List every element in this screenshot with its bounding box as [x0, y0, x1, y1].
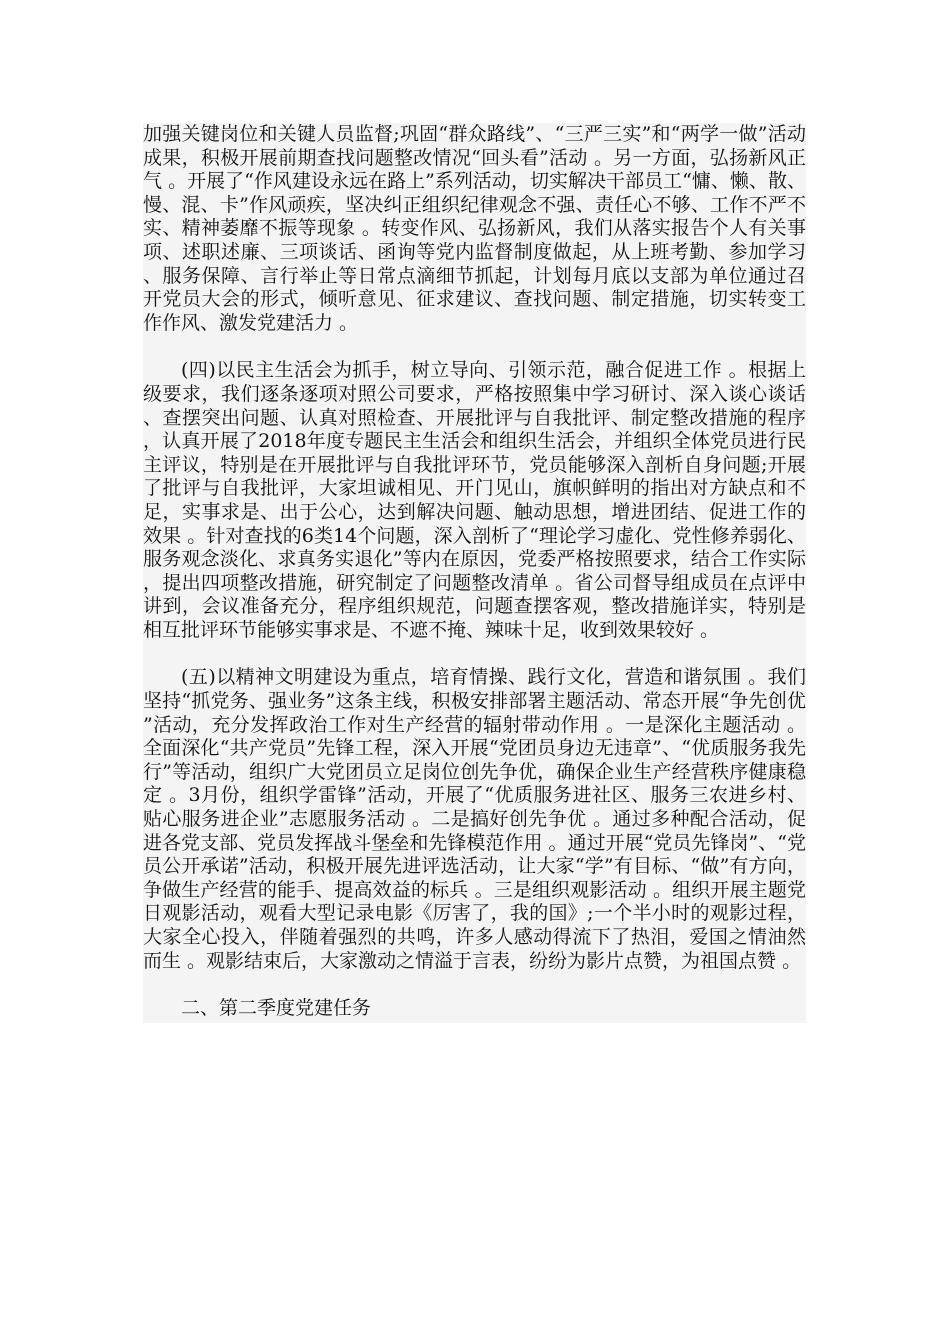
- paragraph-gap: [143, 335, 806, 359]
- paragraph-democratic-life-meeting: (四)以民主生活会为抓手，树立导向、引领示范，融合促进工作 。根据上级要求，我们逐条逐项对照公司要求，严格按照集中学习研讨、深入谈心谈话、查摆突出问题、认真对照检查、开展批评与自我批评、制定整改措施的程序，认真开展了2018年度专题民主生活会和组织生活会，并组织全体党员进行民主评议，特别是在开展批评与自我批评环节，党员能够深入剖析自身问题;开展了批评与自我批评，大家坦诚相见、开门见山，旗帜鲜明的指出对方缺点和不足，实事求是、出于公心，达到解决问题、触动思想，增进团结、促进工作的效果 。针对查找的6类14个问题，深入剖析了“理论学习虚化、党性修养弱化、服务观念淡化、求真务实退化”等内在原因，党委严格按照要求，结合工作实际，提出四项整改措施，研究制定了问题整改清单 。省公司督导组成员在点评中讲到，会议准备充分，程序组织规范，问题查摆客观，整改措施详实，特别是相互批评环节能够实事求是、不遮不掩、辣味十足，收到效果较好 。: [143, 359, 806, 641]
- section-heading-second-quarter: 二、第二季度党建任务: [181, 997, 372, 1020]
- paragraph-gap: [143, 973, 806, 997]
- paragraph-supervision: 加强关键岗位和关键人员监督;巩固“群众路线”、“三严三实”和“两学一做”活动成果，积极开展前期查找问题整改情况“回头看”活动 。另一方面，弘扬新风正气 。开展了“作风建设永远在路上”系列活动，切实解决干部员工“慵、懒、散、慢、混、卡”作风顽疾，坚决纠正组织纪律观念不强、责任心不够、工作不严不实、精神萎靡不振等现象 。转变作风、弘扬新风，我们从落实报告个人有关事项、述职述廉、三项谈话、函询等党内监督制度做起，从上班考勤、参加学习、服务保障、言行举止等日常点滴细节抓起，计划每月底以支部为单位通过召开党员大会的形式，倾听意见、征求建议、查找问题、制定措施，切实转变工作作风、激发党建活力 。: [143, 123, 806, 334]
- document-body: [143, 123, 806, 1023]
- paragraph-gap: [143, 642, 806, 666]
- paragraph-spiritual-civilization: (五)以精神文明建设为重点，培育情操、践行文化，营造和谐氛围 。我们坚持“抓党务、强业务”这条主线，积极安排部署主题活动、常态开展“争先创优”活动，充分发挥政治工作对生产经营的辐射带动作用 。一是深化主题活动 。全面深化“共产党员”先锋工程，深入开展“党团员身边无违章”、“优质服务我先行”等活动，组织广大党团员立足岗位创先争优，确保企业生产经营秩序健康稳定 。3月份，组织学雷锋”活动，开展了“优质服务进社区、服务三农进乡村、贴心服务进企业”志愿服务活动 。二是搞好创先争优 。通过多种配合活动，促进各党支部、党员发挥战斗堡垒和先锋模范作用 。通过开展“党员先锋岗”、“党员公开承诺”活动，积极开展先进评选活动，让大家“学”有目标、“做”有方向，争做生产经营的能手、提高效益的标兵 。三是组织观影活动 。组织开展主题党日观影活动，观看大型记录电影《厉害了，我的国》;一个半小时的观影过程，大家全心投入，伴随着强烈的共鸣，许多人感动得流下了热泪，爱国之情油然而生 。观影结束后，大家激动之情溢于言表，纷纷为影片点赞，为祖国点赞 。: [143, 666, 806, 972]
